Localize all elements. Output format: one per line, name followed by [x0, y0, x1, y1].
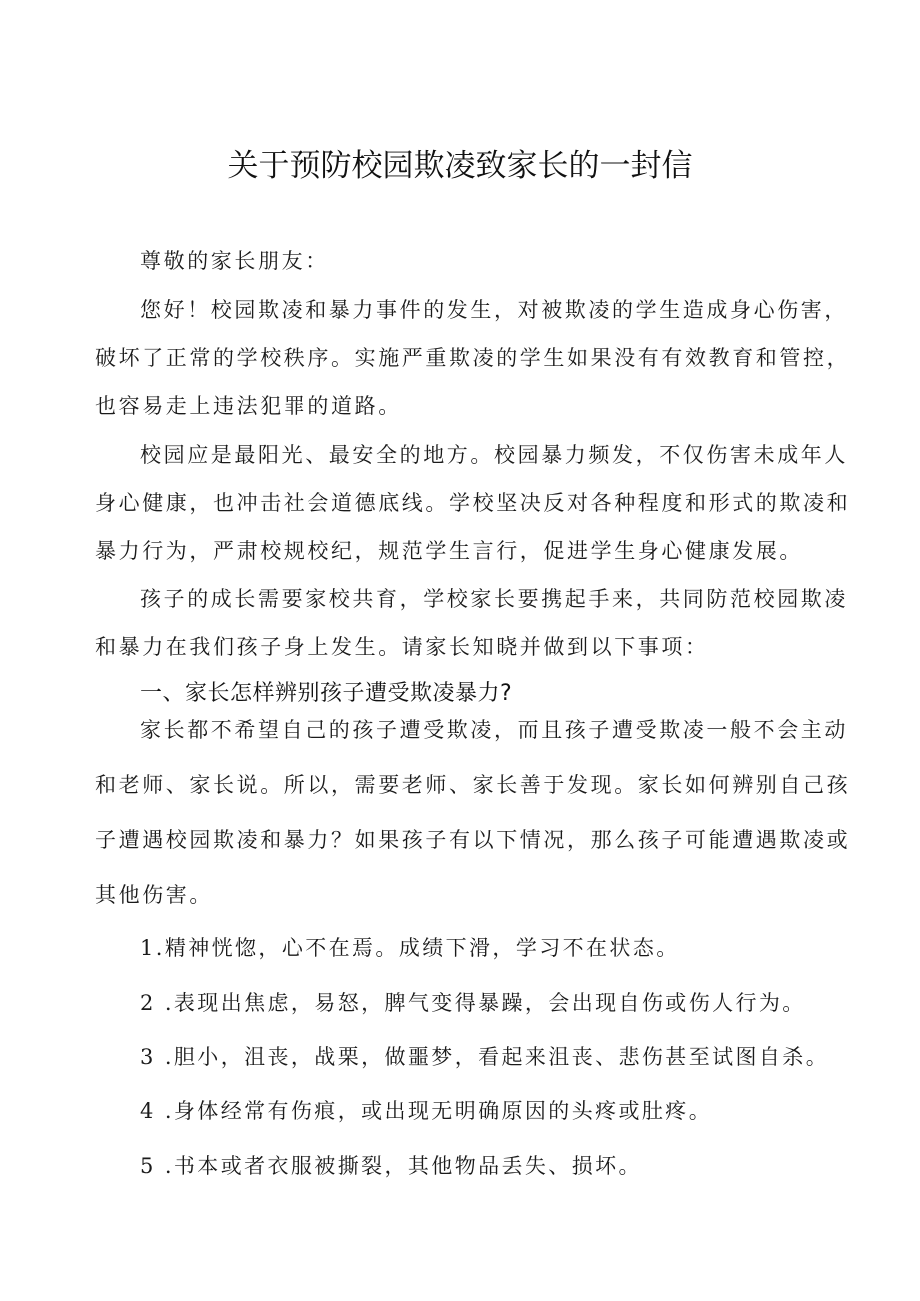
- list-item: 2 .表现出焦虑，易怒，脾气变得暴躁，会出现自伤或伤人行为。: [140, 991, 806, 1015]
- paragraph-line: 暴力行为，严肃校规校纪，规范学生言行，促进学生身心健康发展。: [95, 539, 803, 563]
- paragraph-line: 和暴力在我们孩子身上发生。请家长知晓并做到以下事项：: [95, 635, 709, 659]
- letter-title: 关于预防校园欺凌致家长的一封信: [227, 148, 693, 184]
- list-item: 4 .身体经常有伤痕，或出现无明确原因的头疼或肚疼。: [140, 1099, 713, 1123]
- paragraph-line: 孩子的成长需要家校共育，学校家长要携起手来，共同防范校园欺凌: [140, 587, 848, 611]
- paragraph-line: 破坏了正常的学校秩序。实施严重欺凌的学生如果没有有效教育和管控，: [95, 346, 851, 370]
- section-intro-line: 子遭遇校园欺凌和暴力？如果孩子有以下情况，那么孩子可能遭遇欺凌或: [95, 828, 851, 852]
- paragraph-line: 您好！校园欺凌和暴力事件的发生，对被欺凌的学生造成身心伤害，: [140, 298, 848, 322]
- section-intro-line: 其他伤害。: [95, 883, 213, 907]
- salutation: 尊敬的家长朋友：: [140, 249, 329, 273]
- paragraph-line: 身心健康，也冲击社会道德底线。学校坚决反对各种程度和形式的欺凌和: [95, 491, 851, 515]
- list-item: 5 .书本或者衣服被撕裂，其他物品丢失、损坏。: [140, 1154, 642, 1178]
- list-item: 1.精神恍惚，心不在焉。成绩下滑，学习不在状态。: [140, 936, 680, 960]
- paragraph-line: 校园应是最阳光、最安全的地方。校园暴力频发，不仅伤害未成年人: [140, 443, 848, 467]
- paragraph-line: 也容易走上违法犯罪的道路。: [95, 394, 402, 418]
- section-heading: 一、家长怎样辨别孩子遭受欺凌暴力?: [140, 681, 513, 706]
- section-intro-line: 家长都不希望自己的孩子遭受欺凌，而且孩子遭受欺凌一般不会主动: [140, 718, 848, 742]
- section-intro-line: 和老师、家长说。所以，需要老师、家长善于发现。家长如何辨别自己孩: [95, 773, 851, 797]
- list-item: 3 .胆小，沮丧，战栗，做噩梦，看起来沮丧、悲伤甚至试图自杀。: [140, 1045, 830, 1069]
